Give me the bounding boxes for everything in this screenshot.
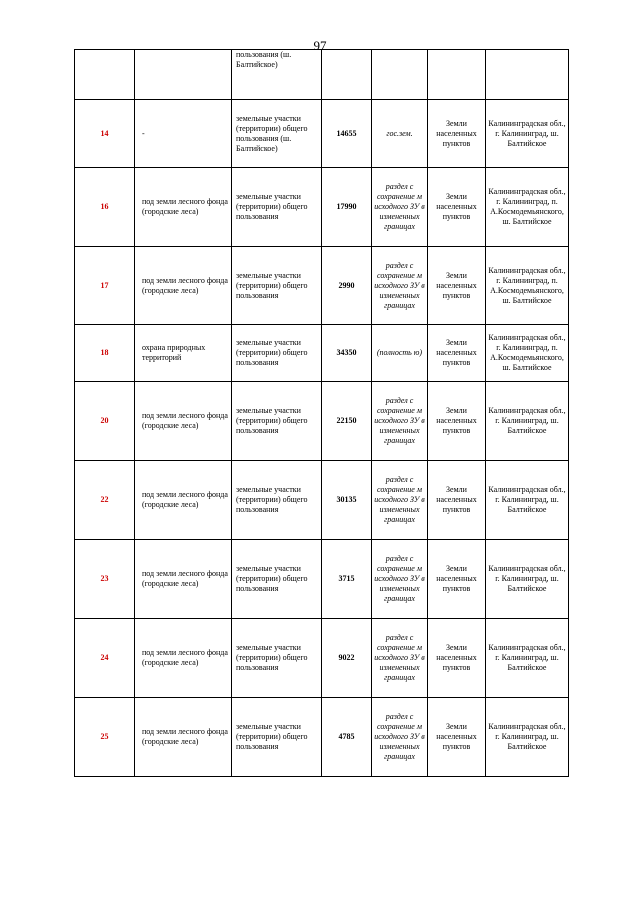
cell-address: Калининградская обл., г. Калининград, п. А.Космодемьянского, ш. Балтийское xyxy=(486,247,569,325)
cell-note xyxy=(372,50,428,100)
cell-use: - xyxy=(135,100,232,168)
table-row xyxy=(75,325,569,382)
cell-number: 25 xyxy=(75,698,135,777)
cell-use: под земли лесного фонда (городские леса) xyxy=(135,247,232,325)
cell-number: 16 xyxy=(75,168,135,247)
cell-category: Земли населенных пунктов xyxy=(428,247,486,325)
cell-address: Калининградская обл., г. Калининград, ш. Балтийское xyxy=(486,540,569,619)
cell-note: (полность ю) xyxy=(372,325,428,382)
cell-use: под земли лесного фонда (городские леса) xyxy=(135,168,232,247)
cell-address: Калининградская обл., г. Калининград, п. А.Космодемьянского, ш. Балтийское xyxy=(486,168,569,247)
cell-type: земельные участки (территории) общего пользования xyxy=(232,540,322,619)
cell-category: Земли населенных пунктов xyxy=(428,168,486,247)
cell-note: раздел с сохранение м исходного ЗУ в измененных границах xyxy=(372,382,428,461)
cell-note: раздел с сохранение м исходного ЗУ в измененных границах xyxy=(372,540,428,619)
cell-number xyxy=(75,50,135,100)
cell-area: 30135 xyxy=(322,461,372,540)
cell-use: охрана природных территорий xyxy=(135,325,232,382)
cell-type: земельные участки (территории) общего пользования xyxy=(232,168,322,247)
cell-type: земельные участки (территории) общего пользования xyxy=(232,382,322,461)
cell-address: Калининградская обл., г. Калининград, ш. Балтийское xyxy=(486,698,569,777)
cell-area: 3715 xyxy=(322,540,372,619)
table-row-continued xyxy=(75,50,569,100)
cell-note: раздел с сохранение м исходного ЗУ в измененных границах xyxy=(372,461,428,540)
cell-use: под земли лесного фонда (городские леса) xyxy=(135,461,232,540)
cell-area: 14655 xyxy=(322,100,372,168)
table-row xyxy=(75,698,569,777)
cell-area: 17990 xyxy=(322,168,372,247)
cell-type: земельные участки (территории) общего пользования xyxy=(232,619,322,698)
table-row xyxy=(75,461,569,540)
cell-number: 14 xyxy=(75,100,135,168)
land-plots-table xyxy=(74,49,569,777)
cell-address xyxy=(486,50,569,100)
cell-category: Земли населенных пунктов xyxy=(428,540,486,619)
cell-area: 22150 xyxy=(322,382,372,461)
cell-type: земельные участки (территории) общего пользования xyxy=(232,461,322,540)
cell-category: Земли населенных пунктов xyxy=(428,698,486,777)
cell-category xyxy=(428,50,486,100)
cell-number: 22 xyxy=(75,461,135,540)
cell-area: 9022 xyxy=(322,619,372,698)
cell-category: Земли населенных пунктов xyxy=(428,619,486,698)
cell-area: 34350 xyxy=(322,325,372,382)
cell-number: 17 xyxy=(75,247,135,325)
cell-type: пользования (ш. Балтийское) xyxy=(232,50,322,100)
cell-category: Земли населенных пунктов xyxy=(428,382,486,461)
cell-number: 24 xyxy=(75,619,135,698)
cell-note: раздел с сохранение м исходного ЗУ в измененных границах xyxy=(372,247,428,325)
cell-address: Калининградская обл., г. Калининград, ш. Балтийское xyxy=(486,461,569,540)
cell-note: раздел с сохранение м исходного ЗУ в измененных границах xyxy=(372,619,428,698)
cell-category: Земли населенных пунктов xyxy=(428,461,486,540)
table-row xyxy=(75,247,569,325)
cell-address: Калининградская обл., г. Калининград, п. А.Космодемьянского, ш. Балтийское xyxy=(486,325,569,382)
cell-type: земельные участки (территории) общего пользования xyxy=(232,325,322,382)
cell-use: под земли лесного фонда (городские леса) xyxy=(135,619,232,698)
cell-use: под земли лесного фонда (городские леса) xyxy=(135,540,232,619)
cell-area: 2990 xyxy=(322,247,372,325)
cell-type: земельные участки (территории) общего пользования (ш. Балтийское) xyxy=(232,100,322,168)
page-number: 97 xyxy=(313,38,327,53)
table-row xyxy=(75,619,569,698)
cell-category: Земли населенных пунктов xyxy=(428,100,486,168)
cell-note: гос.зем. xyxy=(372,100,428,168)
cell-number: 18 xyxy=(75,325,135,382)
cell-area: 4785 xyxy=(322,698,372,777)
cell-type: земельные участки (территории) общего пользования xyxy=(232,698,322,777)
cell-use: под земли лесного фонда (городские леса) xyxy=(135,698,232,777)
cell-type: земельные участки (территории) общего пользования xyxy=(232,247,322,325)
cell-use xyxy=(135,50,232,100)
cell-area xyxy=(322,50,372,100)
cell-address: Калининградская обл., г. Калининград, ш. Балтийское xyxy=(486,619,569,698)
cell-note: раздел с сохранение м исходного ЗУ в измененных границах xyxy=(372,168,428,247)
table-row xyxy=(75,168,569,247)
cell-number: 20 xyxy=(75,382,135,461)
cell-number: 23 xyxy=(75,540,135,619)
cell-category: Земли населенных пунктов xyxy=(428,325,486,382)
cell-use: под земли лесного фонда (городские леса) xyxy=(135,382,232,461)
cell-address: Калининградская обл., г. Калининград, ш. Балтийское xyxy=(486,100,569,168)
table-row xyxy=(75,540,569,619)
table-row xyxy=(75,382,569,461)
table-row xyxy=(75,100,569,168)
cell-address: Калининградская обл., г. Калининград, ш. Балтийское xyxy=(486,382,569,461)
cell-note: раздел с сохранение м исходного ЗУ в измененных границах xyxy=(372,698,428,777)
